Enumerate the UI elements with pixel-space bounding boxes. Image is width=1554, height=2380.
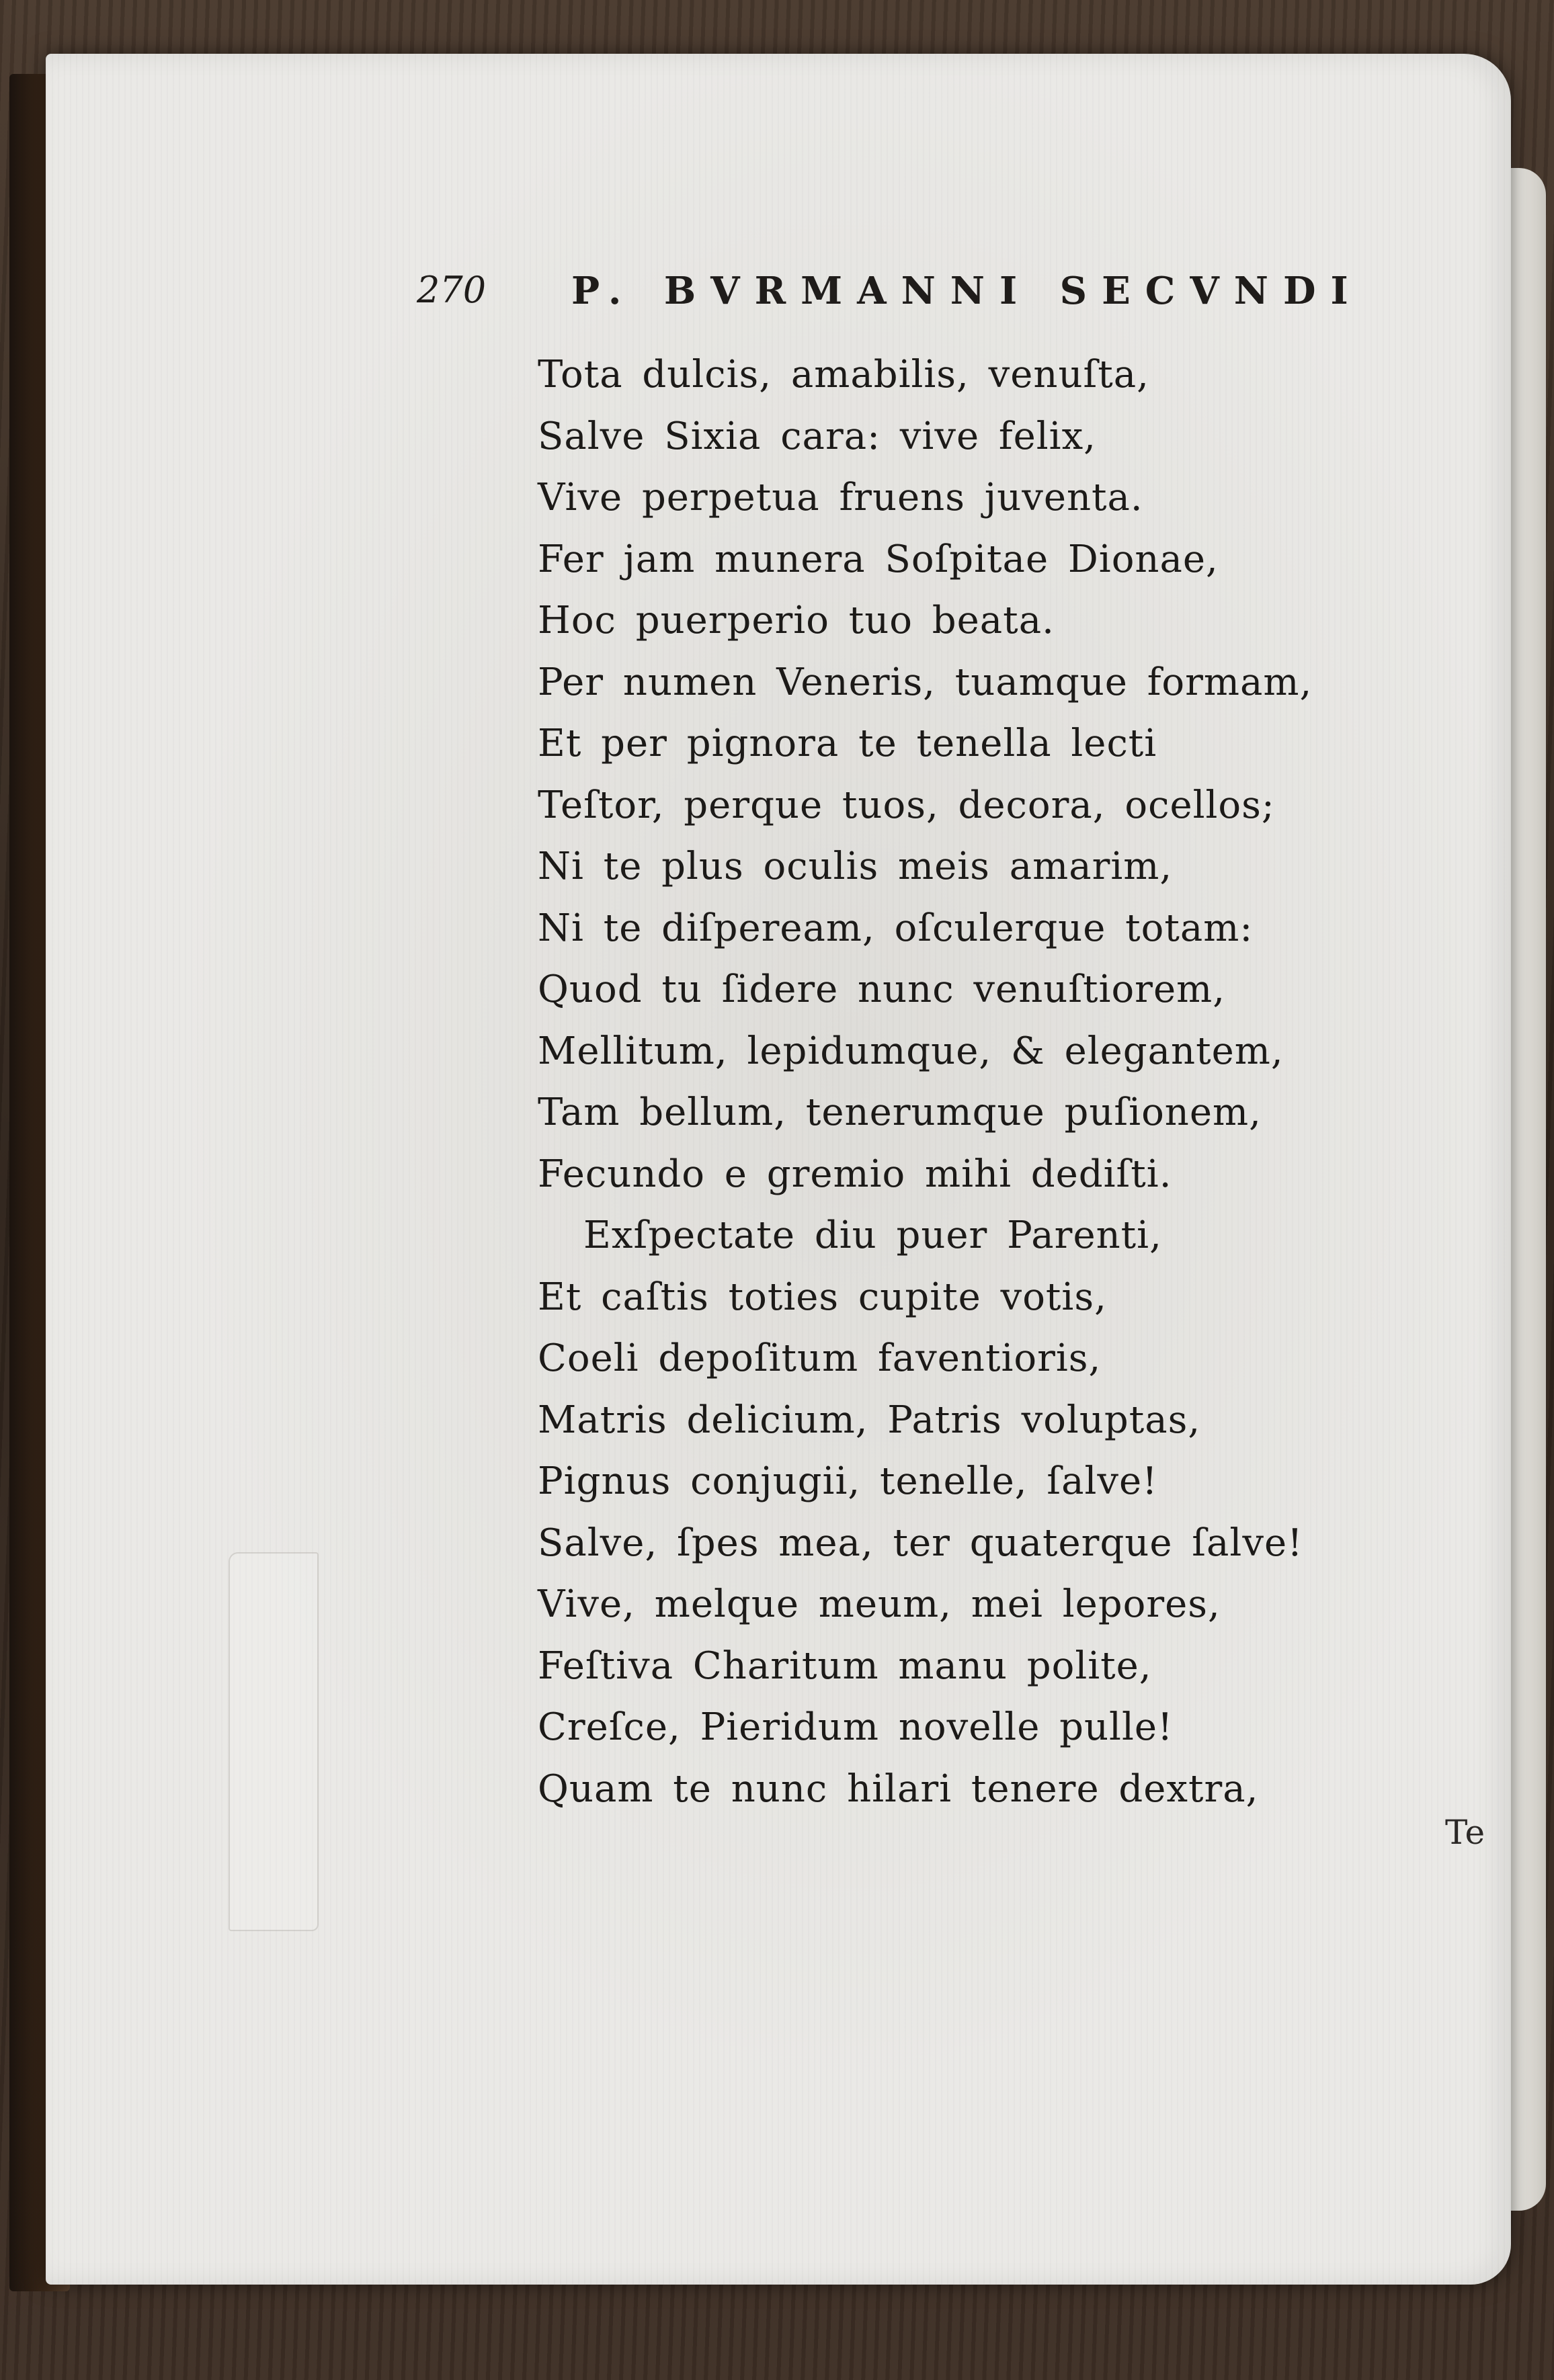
poem-line: Matris delicium, Patris voluptas, bbox=[538, 1398, 1201, 1442]
poem-line: Tam bellum, tenerumque puſionem, bbox=[538, 1091, 1262, 1134]
poem-line: Exſpectate diu puer Parenti, bbox=[583, 1214, 1162, 1257]
running-head: P. BVRMANNI SECVNDI bbox=[571, 269, 1363, 313]
poem-line: Hoc puerperio tuo beata. bbox=[538, 599, 1055, 642]
page-number: 270 bbox=[417, 269, 487, 311]
poem-line: Ni te plus oculis meis amarim, bbox=[538, 845, 1173, 888]
paper-blemish bbox=[229, 1552, 319, 1931]
poem-line: Teſtor, perque tuos, decora, ocellos; bbox=[538, 783, 1275, 827]
poem-line: Pignus conjugii, tenelle, ſalve! bbox=[538, 1459, 1158, 1503]
poem-line: Feſtiva Charitum manu polite, bbox=[538, 1644, 1152, 1688]
poem-line: Per numen Veneris, tuamque formam, bbox=[538, 660, 1313, 704]
poem-line: Vive, melque meum, mei lepores, bbox=[538, 1582, 1221, 1626]
poem-text bbox=[538, 344, 1344, 1820]
poem-line: Ni te diſpeream, oſculerque totam: bbox=[538, 906, 1254, 950]
poem-line: Et per pignora te tenella lecti bbox=[538, 722, 1157, 765]
poem-line: Tota dulcis, amabilis, venuſta, bbox=[538, 353, 1149, 396]
poem-line: Et caſtis toties cupite votis, bbox=[538, 1275, 1107, 1319]
poem-line: Quod tu ſidere nunc venuſtiorem, bbox=[538, 968, 1225, 1011]
poem-line: Quam te nunc hilari tenere dextra, bbox=[538, 1767, 1259, 1811]
poem-line: Mellitum, lepidumque, & elegantem, bbox=[538, 1029, 1284, 1073]
page-header bbox=[417, 269, 1385, 336]
poem-line: Creſce, Pieridum novelle pulle! bbox=[538, 1705, 1174, 1749]
poem-line: Salve Sixia cara: vive felix, bbox=[538, 414, 1096, 458]
poem-line: Salve, ſpes mea, ter quaterque ſalve! bbox=[538, 1521, 1303, 1565]
poem-line: Fecundo e gremio mihi dediſti. bbox=[538, 1152, 1172, 1196]
catchword: Te bbox=[1445, 1813, 1485, 1852]
poem-line: Coeli depoſitum faventioris, bbox=[538, 1336, 1102, 1380]
poem-line: Fer jam munera Soſpitae Dionae, bbox=[538, 537, 1219, 581]
poem-line: Vive perpetua fruens juventa. bbox=[538, 476, 1143, 519]
